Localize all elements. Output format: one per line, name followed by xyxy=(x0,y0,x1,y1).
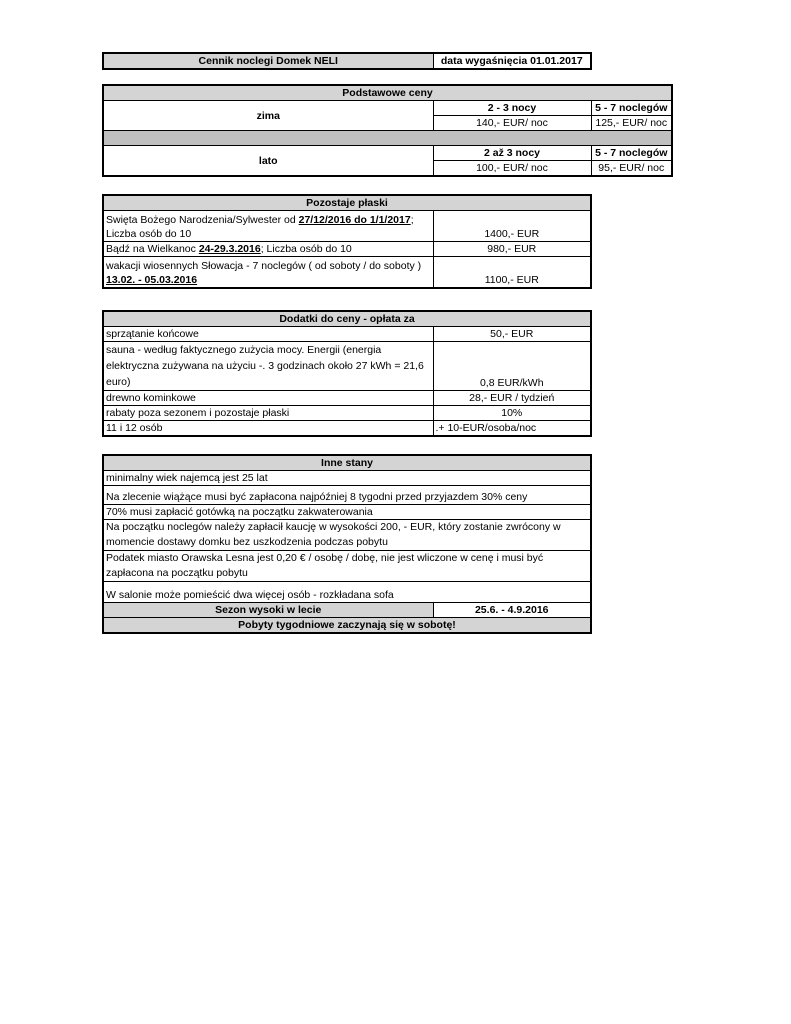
expiry-date: data wygaśnięcia 01.01.2017 xyxy=(433,53,591,69)
condition-deposit-30: Na zlecenie wiążące musi być zapłacona najpóźniej 8 tygodni przed przyjazdem 30% ceny xyxy=(103,486,591,505)
christmas-text-end: ; xyxy=(410,214,414,226)
summer-col2: 5 - 7 noclegów xyxy=(591,146,672,161)
summer-price1: 100,- EUR/ noc xyxy=(433,161,591,177)
basic-prices-title: Podstawowe ceny xyxy=(103,85,672,101)
other-conditions-table xyxy=(102,454,592,634)
easter-description xyxy=(103,242,433,257)
easter-dates: 24-29.3.2016 xyxy=(198,243,261,255)
winter-price2: 125,- EUR/ noc xyxy=(591,116,672,131)
extras-row-cleaning-value: 50,- EUR xyxy=(433,327,591,342)
weekly-stays-note: Pobyty tygodniowe zaczynają się w sobotę! xyxy=(103,618,591,634)
spring-dates: 13.02. - 05.03.2016 xyxy=(106,274,198,286)
header-table xyxy=(102,52,592,70)
high-season-label: Sezon wysoki w lecie xyxy=(103,603,433,618)
high-season-dates: 25.6. - 4.9.2016 xyxy=(433,603,591,618)
extras-row-firewood-value: 28,- EUR / tydzień xyxy=(433,391,591,406)
condition-security-deposit: Na początku noclegów należy zapłacił kaucję w wysokości 200, - EUR, który zostanie zwrócony w momencie dostawy domku bez uszkodzenia podczas pobytu xyxy=(103,520,591,551)
christmas-dates: 27/12/2016 do 1/1/2017 xyxy=(298,214,411,226)
spring-price: 1100,- EUR xyxy=(433,257,591,289)
condition-cash-70: 70% musi zapłacić gotówką na początku zakwaterowania xyxy=(103,505,591,520)
spring-description xyxy=(103,257,433,289)
flat-prices-table xyxy=(102,194,592,289)
christmas-text: Swięta Bożego Narodzenia/Sylwester od xyxy=(106,214,299,226)
extras-row-discount-value: 10% xyxy=(433,406,591,421)
extras-row-firewood-label: drewno kominkowe xyxy=(103,391,433,406)
extras-row-extra-persons-label: 11 i 12 osób xyxy=(103,421,433,437)
document-title: Cennik noclegi Domek NELI xyxy=(103,53,433,69)
easter-capacity: ; Liczba osób do 10 xyxy=(260,243,352,255)
easter-text: Bądź na Wielkanoc xyxy=(106,243,199,255)
christmas-price: 1400,- EUR xyxy=(433,211,591,242)
spring-text: wakacji wiosennych Słowacja - 7 noclegów ( od soboty / do soboty ) xyxy=(106,260,422,272)
winter-price1: 140,- EUR/ noc xyxy=(433,116,591,131)
christmas-capacity: Liczba osób do 10 xyxy=(106,228,192,240)
basic-prices-table xyxy=(102,84,673,177)
easter-price: 980,- EUR xyxy=(433,242,591,257)
extras-row-sauna-value: 0,8 EUR/kWh xyxy=(433,342,591,391)
winter-label: zima xyxy=(103,101,433,131)
summer-price2: 95,- EUR/ noc xyxy=(591,161,672,177)
summer-label: lato xyxy=(103,146,433,177)
christmas-description xyxy=(103,211,433,242)
flat-prices-title: Pozostaje płaski xyxy=(103,195,591,211)
winter-col1: 2 - 3 nocy xyxy=(433,101,591,116)
summer-col1: 2 až 3 nocy xyxy=(433,146,591,161)
condition-city-tax: Podatek miasto Orawska Lesna jest 0,20 € / osobę / dobę, nie jest wliczone w cenę i musi być zapłacona na początku pobytu xyxy=(103,551,591,582)
extras-table xyxy=(102,310,592,437)
winter-col2: 5 - 7 noclegów xyxy=(591,101,672,116)
condition-sofa: W salonie może pomieścić dwa więcej osób - rozkładana sofa xyxy=(103,582,591,603)
extras-row-discount-label: rabaty poza sezonem i pozostaje płaski xyxy=(103,406,433,421)
extras-row-sauna-label: sauna - według faktycznego zużycia mocy. Energii (energia elektryczna zużywana na użyciu -. 3 godzinach około 27 kWh = 21,6 euro) xyxy=(103,342,433,391)
extras-title: Dodatki do ceny - opłata za xyxy=(103,311,591,327)
extras-row-cleaning-label: sprzątanie końcowe xyxy=(103,327,433,342)
other-conditions-title: Inne stany xyxy=(103,455,591,471)
extras-row-extra-persons-value: .+ 10-EUR/osoba/noc xyxy=(433,421,591,437)
season-divider xyxy=(103,131,672,146)
condition-min-age: minimalny wiek najemcą jest 25 lat xyxy=(103,471,591,486)
